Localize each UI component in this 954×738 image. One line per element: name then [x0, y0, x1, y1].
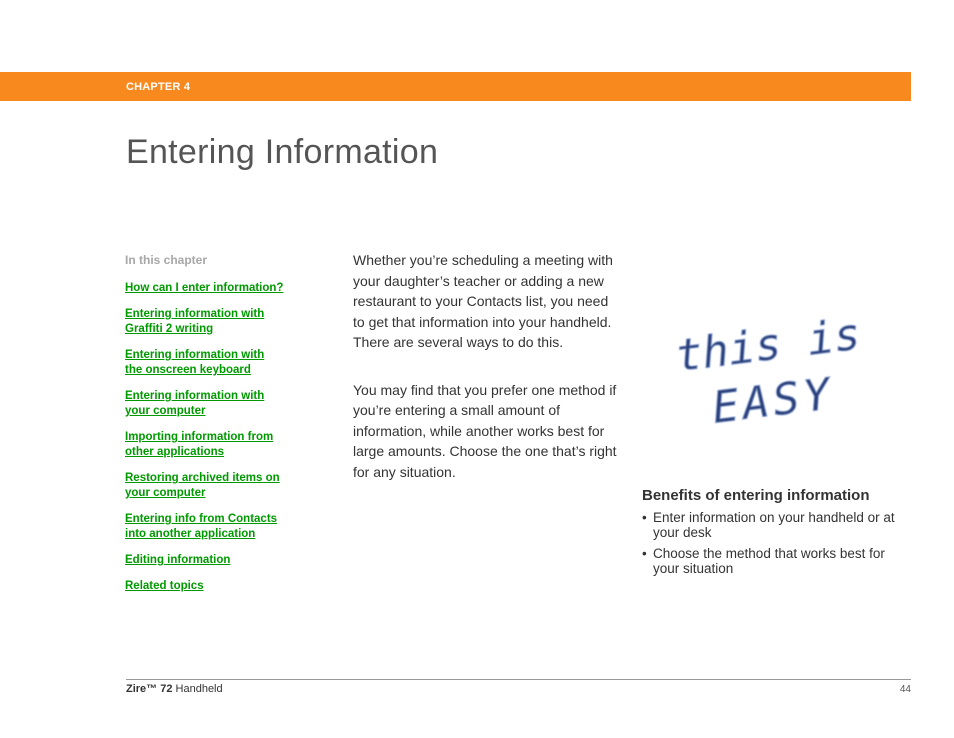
toc-link-line: Entering info from Contacts: [125, 513, 278, 525]
toc-heading: In this chapter: [125, 253, 208, 267]
toc-link-restoring[interactable]: [125, 471, 315, 501]
illustration-line-1: this is: [672, 308, 864, 382]
intro-text: [353, 250, 623, 509]
benefit-item: [642, 546, 912, 576]
toc-link-contacts[interactable]: [125, 512, 315, 542]
toc-link-line: How can I enter information?: [125, 282, 284, 294]
toc-link-line: Entering information with: [125, 308, 265, 320]
this-is-easy-illustration: [668, 298, 868, 438]
benefit-text: Enter information on your handheld or at your desk: [653, 510, 895, 540]
chapter-label: CHAPTER 4: [126, 81, 191, 93]
toc-link-line: into another application: [125, 528, 256, 540]
toc-link-line: Entering information with: [125, 349, 265, 361]
page-number: 44: [899, 684, 911, 695]
toc-link-line: Importing information from: [125, 431, 274, 443]
footer-divider: [126, 679, 911, 680]
intro-paragraph: Whether you’re scheduling a meeting with your daughter’s teacher or adding a new restaurant to your Contacts list, you need to get that information into your handheld. There are several ways to do this.: [353, 252, 613, 350]
toc-link-line: Restoring archived items on: [125, 472, 280, 484]
toc-link-editing[interactable]: [125, 553, 315, 568]
illustration-line-2: EASY: [709, 368, 837, 434]
toc-link-how-can-i-enter[interactable]: [125, 281, 315, 296]
footer-product-suffix: Handheld: [172, 683, 223, 695]
intro-paragraph: You may find that you prefer one method if you’re entering a small amount of information, while another works best for large amounts. Choose the one that’s right for any situation.: [353, 381, 617, 480]
page-title: Entering Information: [126, 133, 439, 171]
toc-link-line: your computer: [125, 405, 206, 417]
benefits-box: [642, 487, 912, 582]
benefits-title: Benefits of entering information: [642, 487, 870, 504]
toc-link-line: other applications: [125, 446, 225, 458]
chapter-contents: [125, 253, 315, 605]
footer-product-name: Zire™ 72: [126, 683, 173, 695]
benefit-text: Choose the method that works best for your situation: [653, 546, 885, 576]
bullet: •: [642, 546, 647, 561]
toc-link-computer[interactable]: [125, 389, 315, 419]
toc-link-line: Related topics: [125, 580, 204, 592]
toc-link-line: the onscreen keyboard: [125, 364, 251, 376]
toc-link-graffiti[interactable]: [125, 307, 315, 337]
toc-link-line: Graffiti 2 writing: [125, 323, 214, 335]
toc-link-importing[interactable]: [125, 430, 315, 460]
toc-link-line: Entering information with: [125, 390, 265, 402]
footer-product: [126, 683, 223, 695]
toc-link-line: your computer: [125, 487, 206, 499]
bullet: •: [642, 510, 647, 525]
toc-link-onscreen-keyboard[interactable]: [125, 348, 315, 378]
benefit-item: [642, 510, 912, 540]
toc-link-related-topics[interactable]: [125, 579, 315, 594]
chapter-header-bar: [0, 72, 911, 101]
toc-link-line: Editing information: [125, 554, 231, 566]
